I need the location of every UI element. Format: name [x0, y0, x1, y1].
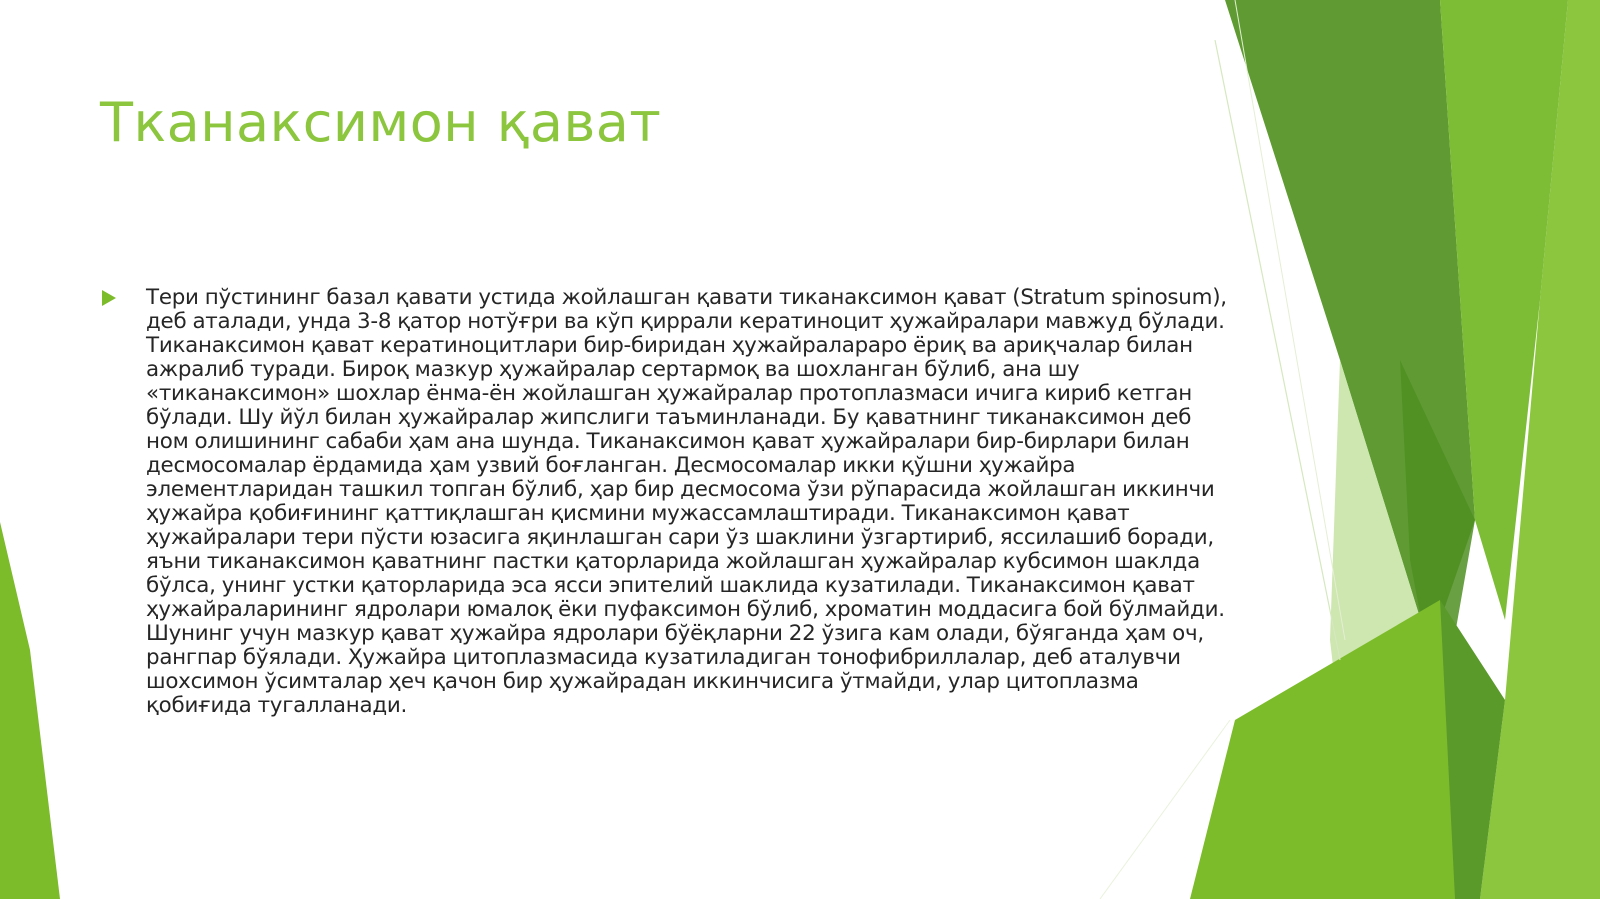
triangle-bullet-icon — [102, 290, 116, 306]
left-edge-facet — [0, 522, 60, 899]
slide-title: Тканаксимон қават — [100, 91, 662, 154]
body-paragraph: Тери пўстининг базал қавати устида жойлашган қавати тиканаксимон қават (Stratum spinosum), деб аталади, унда 3-8 қатор нотўғри ва кўп қиррали кератиноцит ҳужайралари мавжуд бўлади. Тиканаксимон қават кератиноцитлари бир-биридан ҳужайралараро ёриқ ва ариқчалар билан ажралиб туради. Бироқ мазкур ҳужайралар сертармоқ ва шохланган бўлиб, ана шу «тиканаксимон» шохлар ёнма-ён жойлашган ҳужайралар протоплазмаси ичига кириб кетган бўлади. Шу йўл билан ҳужайралар жипслиги таъминланади. Бу қаватнинг тиканаксимон деб ном олишининг сабаби ҳам ана шунда. Тиканаксимон қават ҳужайралари бир-бирлари билан десмосомалар ёрдамида ҳам узвий боғланган. Десмосомалар икки қўшни ҳужайра элементларидан ташкил топган бўлиб, ҳар бир десмосома ўзи рўпарасида жойлашган иккинчи ҳужайра қобиғининг қаттиқлашган қисмини мужассамлаштиради. Тиканаксимон қават ҳужайралари тери пўсти юзасига яқинлашган сари ўз шаклини ўзгартириб, яссилашиб боради, яъни тиканаксимон қаватнинг пастки қаторларида жойлашган ҳужайралар кубсимон шаклда бўлса, унинг устки қаторларида эса ясси эпителий шаклида кузатилади. Тиканаксимон қават ҳужайраларининг ядролари юмалоқ ёки пуфаксимон бўлиб, хроматин моддасига бой бўлмайди. Шунинг учун мазкур қават ҳужайра ядролари бўёқларни 22 ўзига кам олади, бўяганда ҳам оч, рангпар бўялади. Ҳужайра цитоплазмасида кузатиладиган тонофибриллалар, деб аталувчи шохсимон ўсимталар ҳеч қачон бир ҳужайрадан иккинчисига ўтмайди, улар цитоплазма қобиғида тугалланади. — [146, 285, 1227, 718]
